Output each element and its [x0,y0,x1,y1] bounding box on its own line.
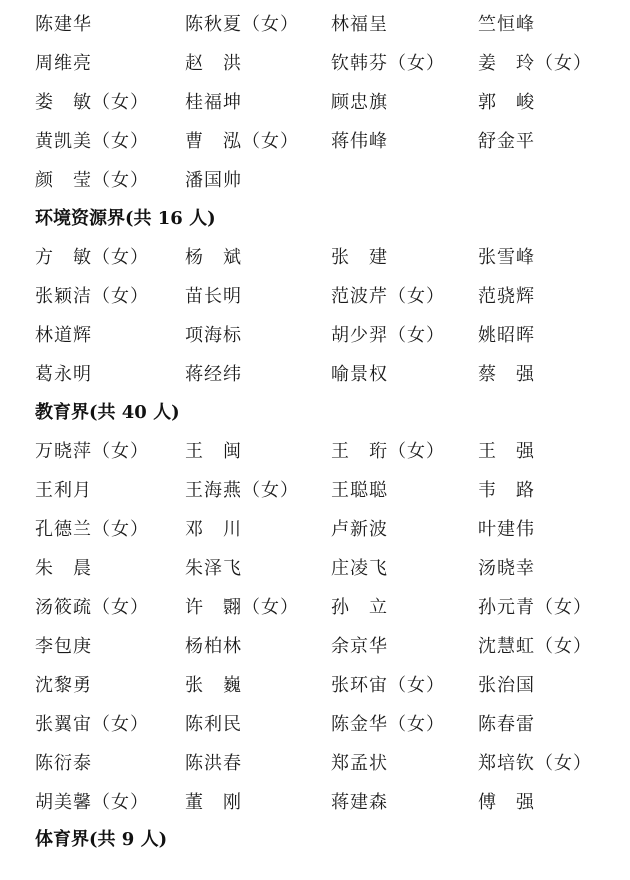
name-entry: 卢新波 [331,519,388,540]
name-entry: 邓 川 [185,519,242,540]
name-row [35,123,625,161]
name-entry: 姜 玲（女） [478,53,592,74]
name-entry: 桂福坤 [185,92,242,113]
name-entry: 范骁辉 [478,286,535,307]
name-row [35,628,625,666]
name-entry: 胡少羿（女） [331,325,445,346]
name-entry: 王聪聪 [331,480,388,501]
name-row [35,745,625,783]
name-row [35,706,625,744]
name-entry: 孔德兰（女） [35,519,149,540]
name-entry: 陈利民 [185,714,242,735]
name-entry: 杨柏林 [185,636,242,657]
section-heading-sports: 体育界(共 9 人) [35,829,168,850]
name-entry: 万晓萍（女） [35,441,149,462]
name-row [35,784,625,822]
name-entry: 张治国 [478,675,535,696]
name-entry: 苗长明 [185,286,242,307]
name-entry: 韦 路 [478,480,535,501]
name-entry: 林福呈 [331,14,388,35]
name-entry: 蒋伟峰 [331,131,388,152]
name-row [35,162,625,200]
name-entry: 张 建 [331,247,388,268]
name-entry: 李包庚 [35,636,92,657]
name-entry: 陈金华（女） [331,714,445,735]
name-entry: 周维亮 [35,53,92,74]
name-entry: 竺恒峰 [478,14,535,35]
name-entry: 潘国帅 [185,170,242,191]
name-entry: 王利月 [35,480,92,501]
name-row [35,667,625,705]
name-entry: 郭 峻 [478,92,535,113]
name-entry: 顾忠旗 [331,92,388,113]
name-entry: 曹 泓（女） [185,131,299,152]
name-entry: 叶建伟 [478,519,535,540]
name-entry: 胡美馨（女） [35,792,149,813]
name-row [35,433,625,471]
name-entry: 朱泽飞 [185,558,242,579]
name-entry: 项海标 [185,325,242,346]
name-entry: 郑培钦（女） [478,753,592,774]
section-heading-education: 教育界(共 40 人) [35,402,180,423]
name-entry: 陈衍泰 [35,753,92,774]
name-entry: 余京华 [331,636,388,657]
name-row [35,511,625,549]
name-entry: 张雪峰 [478,247,535,268]
name-entry: 沈慧虹（女） [478,636,592,657]
name-entry: 林道辉 [35,325,92,346]
name-entry: 孙 立 [331,597,388,618]
name-entry: 汤筱疏（女） [35,597,149,618]
name-entry: 姚昭晖 [478,325,535,346]
name-entry: 董 刚 [185,792,242,813]
name-entry: 杨 斌 [185,247,242,268]
name-entry: 钦韩芬（女） [331,53,445,74]
name-entry: 王 强 [478,441,535,462]
name-row [35,6,625,44]
name-row [35,589,625,627]
name-row [35,356,625,394]
name-entry: 蒋经纬 [185,364,242,385]
name-entry: 陈洪春 [185,753,242,774]
name-row [35,239,625,277]
name-entry: 葛永明 [35,364,92,385]
name-entry: 张翼宙（女） [35,714,149,735]
name-entry: 喻景权 [331,364,388,385]
section-heading-environment: 环境资源界(共 16 人) [35,208,216,229]
name-entry: 张环宙（女） [331,675,445,696]
name-entry: 沈黎勇 [35,675,92,696]
name-entry: 朱 晨 [35,558,92,579]
name-row [35,472,625,510]
name-row [35,278,625,316]
name-entry: 方 敏（女） [35,247,149,268]
name-entry: 许 翾（女） [185,597,299,618]
name-row [35,550,625,588]
name-entry: 庄凌飞 [331,558,388,579]
name-entry: 王 珩（女） [331,441,445,462]
name-entry: 舒金平 [478,131,535,152]
name-entry: 陈春雷 [478,714,535,735]
name-entry: 蔡 强 [478,364,535,385]
name-entry: 娄 敏（女） [35,92,149,113]
name-row [35,317,625,355]
name-row [35,45,625,83]
name-entry: 张 巍 [185,675,242,696]
name-entry: 颜 莹（女） [35,170,149,191]
name-entry: 郑孟状 [331,753,388,774]
name-entry: 傅 强 [478,792,535,813]
name-entry: 黄凯美（女） [35,131,149,152]
name-entry: 陈秋夏（女） [185,14,299,35]
name-entry: 赵 洪 [185,53,242,74]
name-entry: 蒋建森 [331,792,388,813]
name-entry: 孙元青（女） [478,597,592,618]
name-entry: 陈建华 [35,14,92,35]
name-entry: 范波芹（女） [331,286,445,307]
name-entry: 张颖洁（女） [35,286,149,307]
name-row [35,84,625,122]
name-entry: 王海燕（女） [185,480,299,501]
name-entry: 汤晓幸 [478,558,535,579]
name-entry: 王 闽 [185,441,242,462]
